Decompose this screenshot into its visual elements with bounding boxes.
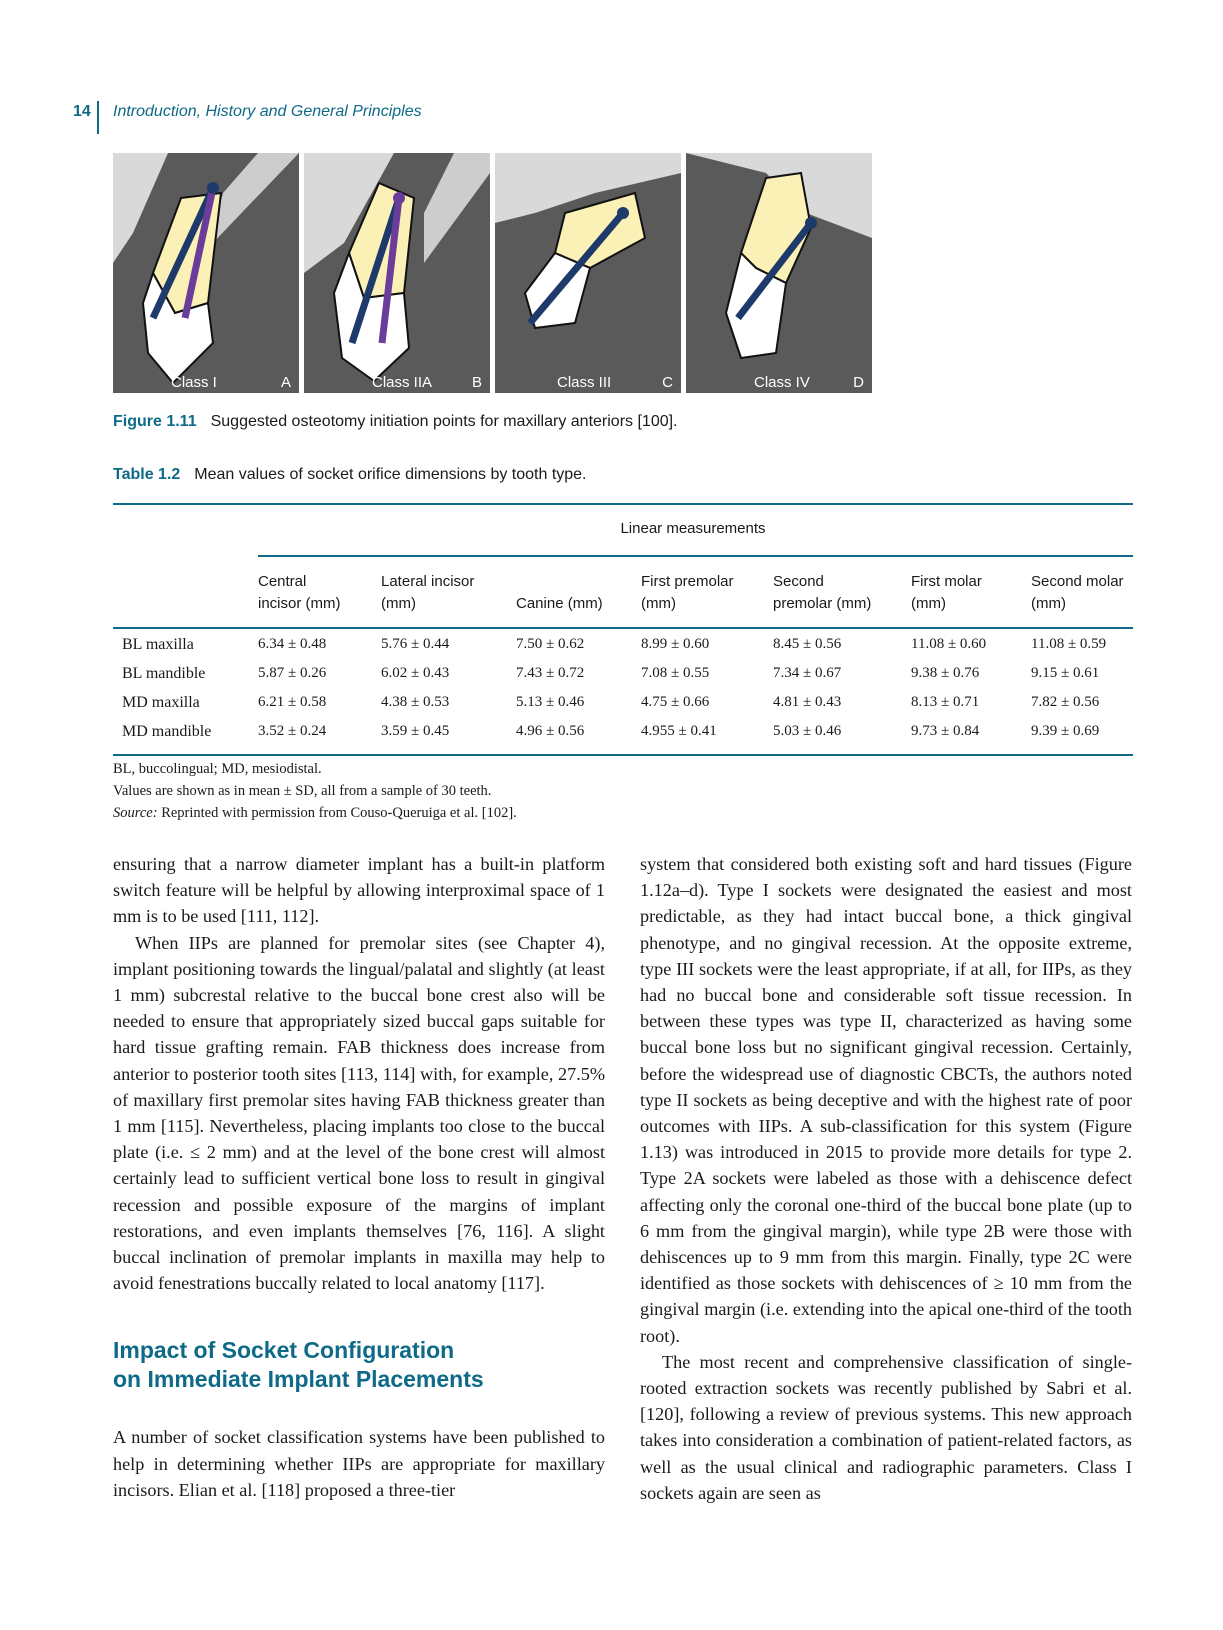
table-row: BL maxilla 6.34 ± 0.48 5.76 ± 0.44 7.50 ± 0.62 8.99 ± 0.60 8.45 ± 0.56 11.08 ± 0.60 11.08 ± 0.59 — [122, 636, 1107, 653]
body-paragraph: ensuring that a narrow diameter implant has a built-in platform switch feature will be helpful by allowing interproximal space of 1 mm is to be used [111, 112]. — [113, 854, 605, 927]
body-column-right — [640, 851, 1132, 1506]
table-header-rule — [113, 627, 1133, 629]
body-paragraph: When IIPs are planned for premolar sites (see Chapter 4), implant positioning towards the lingual/palatal and slightly (at least 1 mm) subcrestal relative to the buccal bone crest also will be needed to ensure that appropriately sized buccal gaps suitable for hard tissue grafting remain. FAB thickness does increase from anterior to posterior tooth sites [113, 114] with, for example, 27.5% of maxillary first premolar sites having FAB thickness greater than 1 mm [115]. Nevertheless, placing implants too close to the buccal plate (i.e. ≤ 2 mm) and at the level of the bone crest will almost certainly lead to sufficient vertical bone loss to result in gingival recession and possible exposure of the margins of implant restorations, and even implants themselves [76, 116]. A slight buccal inclination of premolar implants in maxilla may help to avoid fenestrations buccally related to local anatomy [117]. — [113, 932, 605, 1294]
page-number: 14 — [73, 103, 91, 120]
table-caption — [113, 466, 587, 484]
panel-class-label: Class I — [171, 374, 217, 391]
panel-letter: C — [662, 374, 673, 391]
section-heading: Impact of Socket Configuration on Immediate Implant Placements — [113, 1337, 484, 1393]
tooth-diagram-class-iv — [686, 153, 872, 393]
table-bottom-rule — [113, 754, 1133, 756]
table-caption-text: Mean values of socket orifice dimensions by tooth type. — [194, 466, 587, 483]
column-header-second-premolar: Second premolar (mm) — [773, 573, 872, 612]
table-group-header: Linear measurements — [620, 520, 766, 537]
table-source: Source: Reprinted with permission from Couso-Queruiga et al. [102]. — [113, 805, 517, 821]
body-paragraph: The most recent and comprehensive classification of single-rooted extraction sockets was recently published by Sabri et al. [120], following a review of previous systems. This new approach takes into consideration a combination of patient-related factors, as well as the usual clinical and radiographic parameters. Class I sockets again are seen as — [640, 1351, 1132, 1503]
figure-caption-label: Figure 1.11 — [113, 413, 197, 430]
table-note-abbreviations: BL, buccolingual; MD, mesiodistal. — [113, 761, 322, 777]
body-paragraph: system that considered both existing soft and hard tissues (Figure 1.12a–d). Type I sockets were designated the easiest and most predictable, as they had intact buccal bone, a thick gingival phenotype, and no gingival recession. At the opposite extreme, type III sockets were the least appropriate, if at all, for IIPs, as they had no buccal bone and considerable soft tissue recession. In between these types was type II, characterized as having some buccal bone loss but no significant gingival recession. Certainly, before the widespread use of diagnostic CBCTs, the authors noted type II sockets as being deceptive and with the highest rate of poor outcomes with IIPs. A sub-classification for this system (Figure 1.13) was introduced in 2015 to provide more details for type 2. Type 2A sockets were labeled as those with a dehiscence defect affecting only the coronal one-third of the buccal bone plate (up to 6 mm from the gingival margin), while type 2B were those with dehiscences up to 9 mm from this margin. Finally, type 2C were identified as those sockets with dehiscences of ≥ 10 mm from the gingival margin (i.e. extending into the apical one-third of the tooth root). — [640, 854, 1132, 1346]
running-title: Introduction, History and General Principles — [113, 103, 422, 120]
figure-panel-a — [113, 153, 299, 393]
column-header-first-molar: First molar (mm) — [911, 573, 982, 612]
panel-letter: A — [280, 374, 291, 391]
panel-letter: D — [853, 374, 864, 391]
column-header-lateral-incisor: Lateral incisor (mm) — [381, 573, 475, 612]
figure-panel-d — [686, 153, 872, 393]
body-column-left — [113, 851, 605, 1503]
table-row: MD maxilla 6.21 ± 0.58 4.38 ± 0.53 5.13 ± 0.46 4.75 ± 0.66 4.81 ± 0.43 8.13 ± 0.71 7.82 ± 0.56 — [122, 694, 1100, 711]
column-header-first-premolar: First premolar (mm) — [641, 573, 734, 612]
tooth-diagram-class-iia — [304, 153, 490, 393]
panel-class-label: Class IV — [754, 374, 810, 391]
table-caption-label: Table 1.2 — [113, 466, 181, 483]
figure-panel-c — [495, 153, 681, 393]
body-paragraph: A number of socket classification systems have been published to help in determining whether IIPs are appropriate for maxillary incisors. Elian et al. [118] proposed a three-tier — [113, 1427, 605, 1500]
tooth-diagram-class-i — [113, 153, 299, 393]
table-row: BL mandible 5.87 ± 0.26 6.02 ± 0.43 7.43 ± 0.72 7.08 ± 0.55 7.34 ± 0.67 9.38 ± 0.76 9.15 ± 0.61 — [122, 665, 1100, 682]
table-top-rule — [113, 503, 1133, 505]
column-header-second-molar: Second molar (mm) — [1031, 573, 1124, 612]
figure-panel-b — [304, 153, 490, 393]
figure-caption — [113, 413, 678, 431]
column-header-central-incisor: Central incisor (mm) — [258, 573, 341, 612]
header-rule — [97, 101, 99, 134]
figure-caption-text: Suggested osteotomy initiation points for maxillary anteriors [100]. — [210, 413, 678, 430]
tooth-diagram-class-iii — [495, 153, 681, 393]
panel-class-label: Class III — [557, 374, 612, 391]
table-group-rule — [258, 555, 1133, 557]
table-note-values: Values are shown as in mean ± SD, all from a sample of 30 teeth. — [113, 783, 492, 799]
panel-letter: B — [471, 374, 482, 391]
figure-1-11 — [113, 153, 873, 393]
table-row: MD mandible 3.52 ± 0.24 3.59 ± 0.45 4.96 ± 0.56 4.955 ± 0.41 5.03 ± 0.46 9.73 ± 0.84 9.39 ± 0.69 — [122, 723, 1100, 740]
panel-class-label: Class IIA — [372, 374, 433, 391]
table-notes — [113, 758, 517, 824]
column-header-canine: Canine (mm) — [516, 595, 603, 612]
